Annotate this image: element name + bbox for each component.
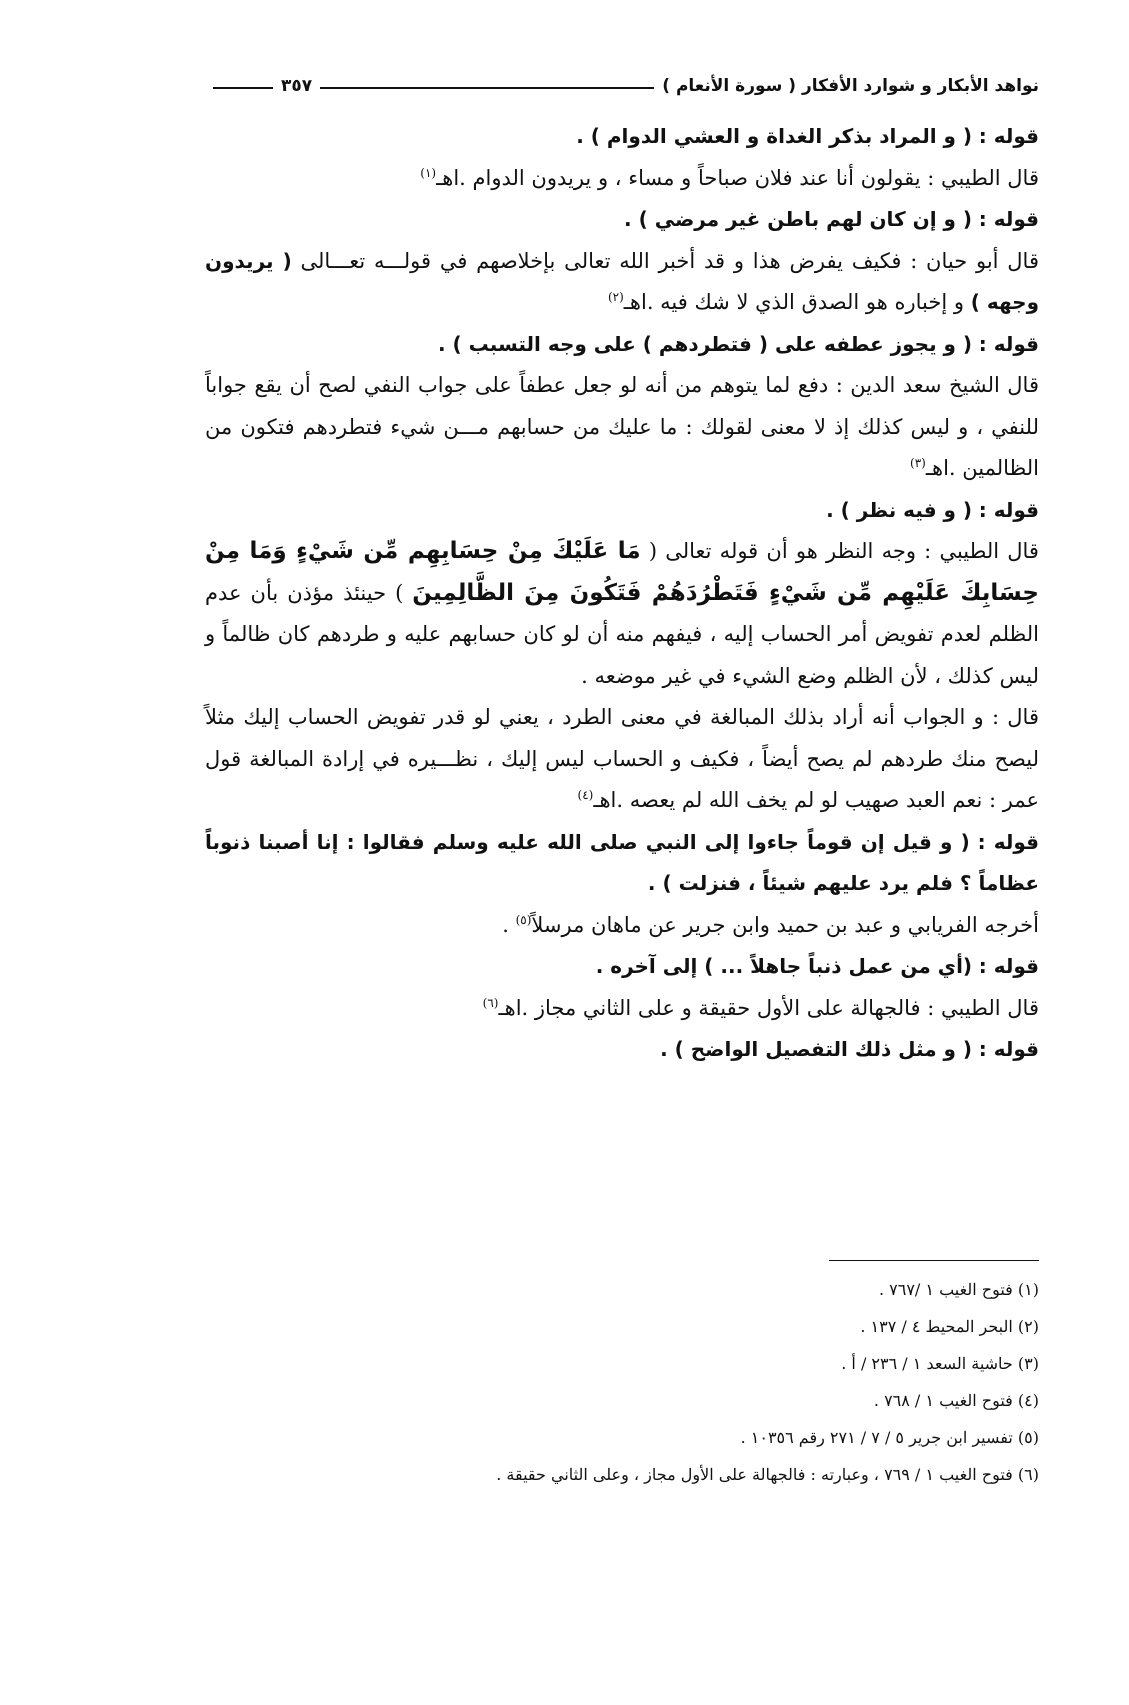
quote-heading: قوله : ( و يجوز عطفه على ( فتطردهم ) على وجه التسبب ) . [437,331,1039,356]
page-body [205,116,1039,1071]
book-title: نواهد الأبكار و شوارد الأفكار ( سورة الأنعام ) [662,76,1039,96]
footnote-item: (٦) فتوح الغيب ١ / ٧٦٩ ، وعبارته : فالجهالة على الأول مجاز ، وعلى الثاني حقيقة . [496,1465,1039,1484]
paragraph: قال الطيبي : يقولون أنا عند فلان صباحاً و مساء ، و يريدون الدوام .اهـ$^{(١)}$ [420,165,1039,190]
page-number: ٣٥٧ [281,76,313,96]
paragraph: قال الطيبي : وجه النظر هو أن قوله تعالى ( مَا عَلَيْكَ مِنْ حِسَابِهِم مِّن شَيْءٍ وَمَا مِنْ حِسَابِكَ عَلَيْهِم مِّن شَيْءٍ فَتَطْرُدَهُمْ فَتَكُونَ مِنَ الظَّالِمِينَ ) حينئذ مؤذن بأن عدم الظلم لعدم تفويض أمر الحساب إليه ، فيفهم منه أن لو كان حسابهم عليه و طردهم كان ظالماً و ليس كذلك ، لأن الظلم وضع الشيء في غير موضعه . [205,538,1039,688]
quote-heading: قوله : ( و إن كان لهم باطن غير مرضي ) . [624,207,1039,231]
footnotes [205,1260,1039,1493]
footnote-item: (١) فتوح الغيب ١ /٧٦٧ . [878,1280,1039,1299]
footnote-item: (٣) حاشية السعد ١ / ٢٣٦ / أ . [841,1354,1039,1373]
header-rule [320,87,654,89]
quote-heading: قوله : ( و فيه نظر ) . [826,497,1039,522]
paragraph: قال الشيخ سعد الدين : دفع لما يتوهم من أنه لو جعل عطفاً على جواب النفي لصح أن يقع جواباً للنفي ، و ليس كذلك إذ لا معنى لقولك : ما عليك من حسابهم مـــن شيء فتطردهم فتكون من الظالمين .اهـ$^{(٣)}$ [205,373,1039,480]
quote-heading: قوله : ( و قيل إن قوماً جاءوا إلى النبي صلى الله عليه وسلم فقالوا : إنا أصبنا ذنوباً عظاماً ؟ فلم يرد عليهم شيئاً ، فنزلت ) . [205,829,1039,895]
footnote-ref: (٦) [482,995,499,1010]
running-header [205,62,1039,96]
footnote-ref: (٣) [910,456,926,470]
footnote-item: (٥) تفسير ابن جرير ٥ / ٧ / ٢٧١ رقم ١٠٣٥٦ . [740,1428,1039,1447]
footnote-item: (٢) البحر المحيط ٤ / ١٣٧ . [860,1317,1039,1336]
paragraph: قال : و الجواب أنه أراد بذلك المبالغة في معنى الطرد ، يعني لو قدر تفويض الحساب إليك مثلاً ليصح منك طردهم لم يصح أيضاً ، فكيف و الحساب ليس إليك ، نظـــيره في إرادة المبالغة قول عمر : نعم العبد صهيب لو لم يخف الله لم يعصه .اهـ$^{(٤)}$ [205,705,1039,812]
paragraph: أخرجه الفريابي و عبد بن حميد وابن جرير عن ماهان مرسلاً$^{(٥)}$ . [502,912,1039,937]
quote-heading: قوله : ( و مثل ذلك التفصيل الواضح ) . [660,1037,1039,1061]
footnote-ref: (١) [420,165,437,180]
footnote-ref: (٥) [515,912,532,927]
quote-heading: قوله : (أي من عمل ذنباً جاهلاً ... ) إلى آخره . [595,954,1039,978]
footnote-item: (٤) فتوح الغيب ١ / ٧٦٨ . [873,1391,1039,1410]
footnote-rule [829,1260,1039,1261]
footnote-ref: (٤) [577,788,594,802]
quote-heading: قوله : ( و المراد بذكر الغداة و العشي الدوام ) . [576,124,1039,148]
footnote-ref: (٢) [607,290,624,304]
quran-verse: مَا عَلَيْكَ مِنْ حِسَابِهِم مِّن شَيْءٍ وَمَا مِنْ حِسَابِكَ عَلَيْهِم مِّن شَيْءٍ فَتَطْرُدَهُمْ فَتَكُونَ مِنَ الظَّالِمِينَ [205,538,1039,606]
paragraph: قال الطيبي : فالجهالة على الأول حقيقة و على الثاني مجاز .اهـ$^{(٦)}$ [482,995,1039,1020]
paragraph: قال أبو حيان : فكيف يفرض هذا و قد أخبر الله تعالى بإخلاصهم في قولـــه تعـــالى ( يريدون وجهه ) و إخباره هو الصدق الذي لا شك فيه .اهـ$^{(٢)}$ [205,248,1039,314]
header-rule-end [213,87,273,89]
